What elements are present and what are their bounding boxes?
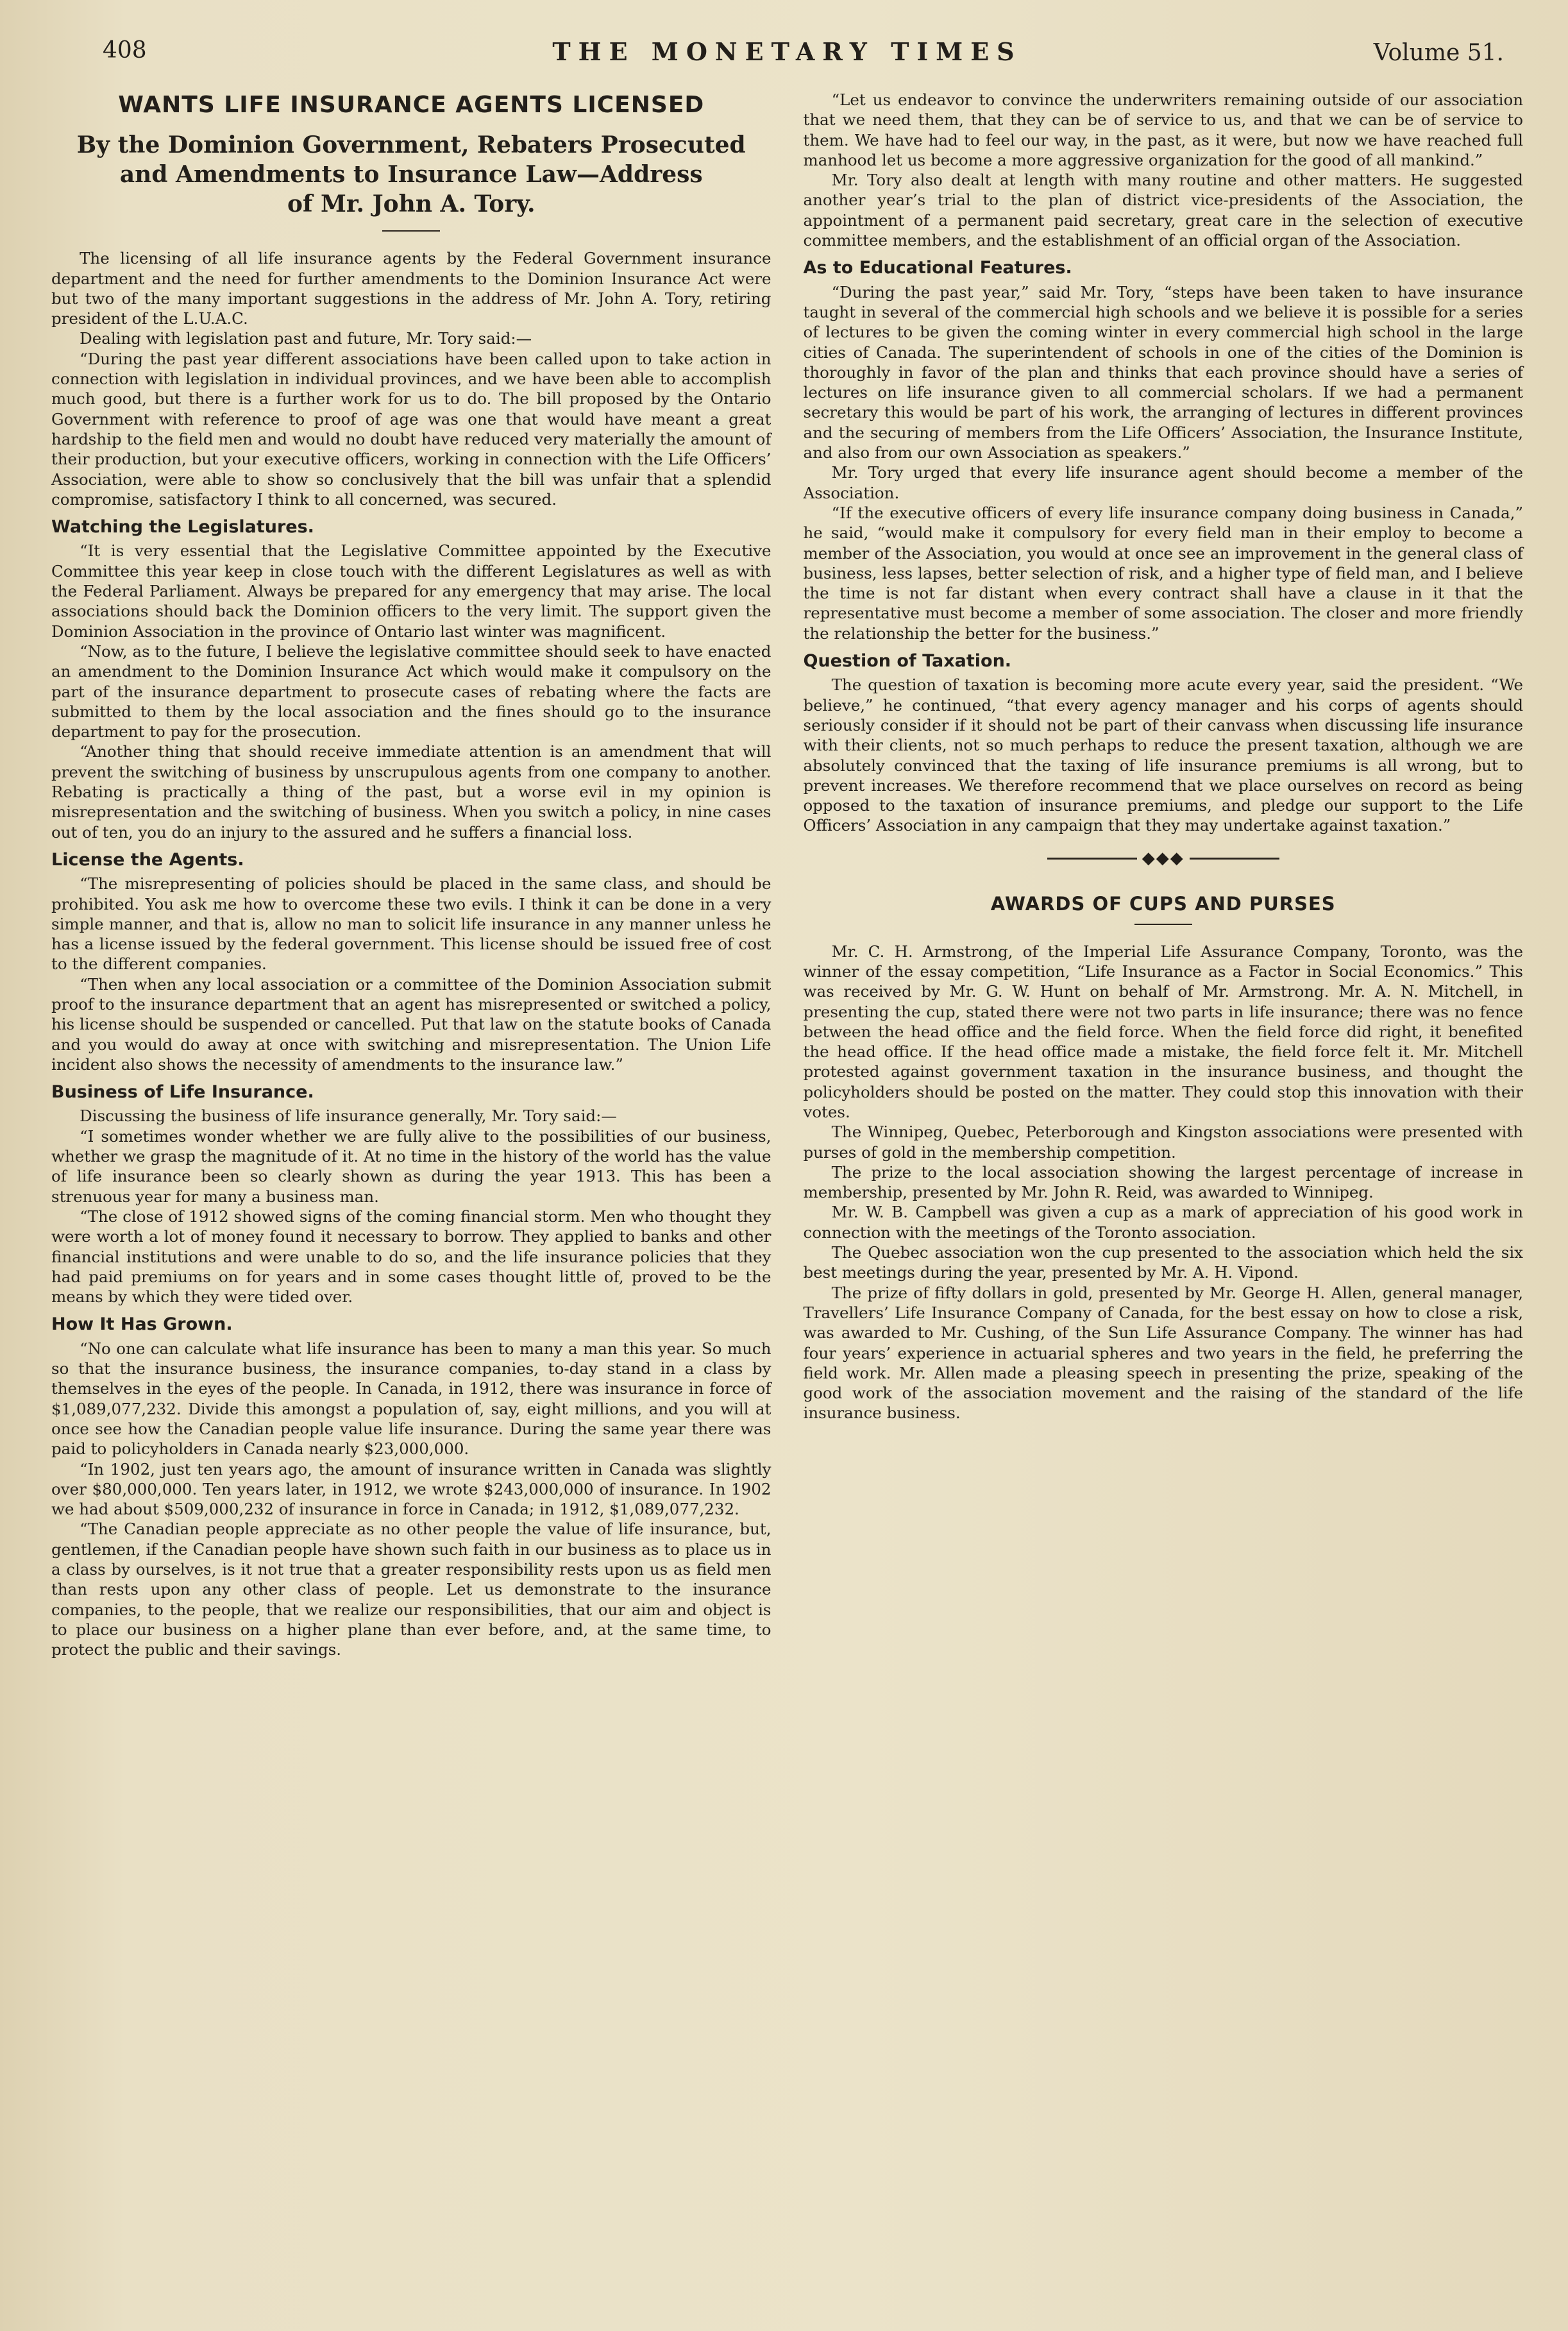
ornament-line (1047, 858, 1137, 860)
subtitle-line: By the Dominion Government, Rebaters Prosecuted (76, 131, 746, 159)
article-title: WANTS LIFE INSURANCE AGENTS LICENSED (118, 92, 705, 118)
paragraph: “Another thing that should receive immediate attention is an amendment that will prevent the switching of business by unscrupulous agents from one company to another. Rebating is practically a thing of the past, but a worse evil in my opinion is misrepresentation and the switching of business. When you switch a policy, in nine cases out of ten, you do an injury to the assured and he suffers a financial loss. (51, 742, 771, 842)
columns (51, 90, 1523, 2293)
divider (382, 230, 440, 232)
paragraph: “The close of 1912 showed signs of the coming financial storm. Men who thought they were worth a lot of money found it necessary to borrow. They applied to banks and other financial institutions and were unable to do so, and the life insurance policies that they had paid premiums on for years and in some cases thought little of, proved to be the means by which they were tided over. (51, 1207, 771, 1307)
paragraph: Mr. W. B. Campbell was given a cup as a mark of appreciation of his good work in connection with the meetings of the Toronto association. (803, 1203, 1523, 1242)
paragraph: “Let us endeavor to convince the underwriters remaining outside of our association that we need them, that they can be of service to us, and that we can be of service to them. We have had to feel our way, in the past, as it were, but now we have reached full manhood let us become a more aggressive organization for the good of all mankind.” (803, 90, 1523, 169)
ornament-line (1190, 858, 1279, 860)
section-heading: Question of Taxation. (803, 651, 1012, 672)
paragraph: “During the past year different associations have been called upon to take action in connection with legislation in individual provinces, and we have been able to accomplish much good, but there is a further work for us to do. The bill proposed by the Ontario Government with reference to proof of age was one that would have meant a great hardship to the field men and would no doubt have reduced very materially the amount of their production, but your executive officers, working in connection with the Life Officers’ Association, were able to show so conclusively that the bill was unfair that a splendid compromise, satisfactory I think to all concerned, was secured. (51, 349, 771, 509)
article-title: AWARDS OF CUPS AND PURSES (990, 893, 1336, 915)
paragraph: The question of taxation is becoming more acute every year, said the president. “We believe,” he continued, “that every agency manager and his corps of agents should seriously consider if it should not be part of their canvass when discussing life insurance with their clients, not so much perhaps to reduce the present taxation, although we are absolutely convinced that the taxing of life insurance premiums is all wrong, but to prevent increases. We therefore recommend that we place ourselves on record as being opposed to the taxation of insurance premiums, and pledge our support to the Life Officers’ Association in any campaign that they may undertake against taxation.” (803, 675, 1523, 835)
section-heading: Watching the Legislatures. (51, 517, 314, 538)
page-number: 408 (103, 37, 147, 64)
paragraph: Mr. C. H. Armstrong, of the Imperial Life Assurance Company, Toronto, was the winner of the essay competition, “Life Insurance as a Factor in Social Economics.” This was received by Mr. G. W. Hunt on behalf of Mr. Armstrong. Mr. A. N. Mitchell, in presenting the cup, stated there were not two parts in life insurance; there was no fence between the head office and the field force. When the field force did right, it benefited the head office. If the head office made a mistake, the field force felt it. Mr. Mitchell protested against government taxation in the insurance business, and thought the policyholders should be posted on the matter. They could stop this innovation with their votes. (803, 942, 1523, 1121)
subtitle-line: and Amendments to Insurance Law—Address (119, 161, 703, 189)
running-head (51, 26, 1523, 83)
paragraph: The Quebec association won the cup presented to the association which held the six best meetings during the year, presented by Mr. A. H. Vipond. (803, 1243, 1523, 1282)
paragraph: “No one can calculate what life insurance has been to many a man this year. So much so that the insurance business, the insurance companies, to-day stand in a class by themselves in the eyes of the people. In Canada, in 1912, there was insurance in force of $1,089,077,232. Divide this amongst a population of, say, eight millions, and you will at once see how the Canadian people value life insurance. During the same year there was paid to policyholders in Canada nearly $23,000,000. (51, 1339, 771, 1459)
section-heading: License the Agents. (51, 849, 244, 870)
paragraph: Mr. Tory urged that every life insurance agent should become a member of the Association. (803, 463, 1523, 502)
subtitle-line: of Mr. John A. Tory. (287, 191, 535, 218)
paragraph: “It is very essential that the Legislative Committee appointed by the Executive Committee this year keep in close touch with the different Legislatures as well as with the Federal Parliament. Always be prepared for any emergency that may arise. The local associations should back the Dominion officers to the very limit. The support given the Dominion Association in the province of Ontario last winter was magnificent. (51, 541, 771, 641)
right-column (804, 90, 1524, 2293)
left-column (51, 90, 771, 2293)
divider (1134, 924, 1192, 925)
paragraph: “During the past year,” said Mr. Tory, “steps have been taken to have insurance taught in several of the commercial high schools and we believe it is possible for a series of lectures to be given the coming winter in every commercial high school in the large cities of Canada. The superintendent of schools in one of the cities of the Dominion is thoroughly in favor of the plan and thinks that each province should have a series of lectures on life insurance given to all commercial scholars. If we had a permanent secretary this would be part of his work, the arranging of lectures in different provinces and the securing of members from the Life Officers’ Association, the Insurance Institute, and also from our own Association as speakers.” (803, 282, 1523, 462)
paragraph: “If the executive officers of every life insurance company doing business in Canada,” he said, “would make it compulsory for every field man in their employ to become a member of the Association, you would at once see an improvement in the general class of business, less lapses, better selection of risk, and a higher type of field man, and I believe the time is not far distant when every contract shall have a clause in it that the representative must become a member of some association. The closer and more friendly the relationship the better for the business.” (803, 503, 1523, 643)
paragraph: “I sometimes wonder whether we are fully alive to the possibilities of our business, whether we grasp the magnitude of it. At no time in the history of the world has the value of life insurance been so clearly shown as during the year 1913. This has been a strenuous year for many a business man. (51, 1126, 771, 1206)
paragraph: “In 1902, just ten years ago, the amount of insurance written in Canada was slightly over $80,000,000. Ten years later, in 1912, we wrote $243,000,000 of insurance. In 1902 we had about $509,000,232 of insurance in force in Canada; in 1912, $1,089,077,232. (51, 1459, 771, 1519)
paragraph: The prize to the local association showing the largest percentage of increase in membership, presented by Mr. John R. Reid, was awarded to Winnipeg. (803, 1162, 1523, 1202)
paragraph: The Winnipeg, Quebec, Peterborough and Kingston associations were presented with purses of gold in the membership competition. (803, 1123, 1523, 1162)
ornament-divider (804, 849, 1524, 869)
diamond-icon: ◆◆◆ (1142, 849, 1184, 869)
section-heading: How It Has Grown. (51, 1314, 233, 1335)
paragraph: Mr. Tory also dealt at length with many routine and other matters. He suggested another year’s trial to the plan of district vice-presidents of the Association, the appointment of a permanent paid secretary, great care in the selection of executive committee members, and the establishment of an official organ of the Association. (803, 171, 1523, 250)
paragraph: “Now, as to the future, I believe the legislative committee should seek to have enacted an amendment to the Dominion Insurance Act which would make it compulsory on the part of the insurance department to prosecute cases of rebating where the facts are submitted to them by the local association and the fines should go to the insurance department to pay for the prosecution. (51, 641, 771, 742)
article-subtitle (51, 130, 771, 219)
paragraph: Dealing with legislation past and future, Mr. Tory said:— (80, 329, 532, 348)
paragraph: “Then when any local association or a committee of the Dominion Association submit proof to the insurance department that an agent has misrepresented or switched a policy, his license should be suspended or cancelled. Put that law on the statute books of Canada and you would do away at once with switching and misrepresentation. The Union Life incident also shows the necessity of amendments to the insurance law.” (51, 974, 771, 1074)
section-heading: Business of Life Insurance. (51, 1082, 314, 1103)
journal-title: THE MONETARY TIMES (552, 37, 1022, 66)
volume-label: Volume 51. (1373, 40, 1504, 66)
paragraph: The prize of fifty dollars in gold, presented by Mr. George H. Allen, general manager, Travellers’ Life Insurance Company of Canada, for the best essay on how to close a risk, was awarded to Mr. Cushing, of the Sun Life Assurance Company. The winner has had four years’ experience in actuarial spheres and two years in the field, he preferring the field work. Mr. Allen made a pleasing speech in presenting the prize, speaking of the good work of the association movement and the raising of the standard of the life insurance business. (803, 1283, 1523, 1423)
section-heading: As to Educational Features. (803, 258, 1072, 278)
paragraph: “The Canadian people appreciate as no other people the value of life insurance, but, gentlemen, if the Canadian people have shown such faith in our business as to place us in a class by ourselves, is it not true that a greater responsibility rests upon us as field men than rests upon any other class of people. Let us demonstrate to the insurance companies, to the people, that we realize our responsibilities, that our aim and object is to place our business on a higher plane than ever before, and, at the same time, to protect the public and their savings. (51, 1520, 771, 1659)
paragraph: Discussing the business of life insurance generally, Mr. Tory said:— (80, 1106, 617, 1126)
article-intro: The licensing of all life insurance agents by the Federal Government insurance department and the need for further amendments to the Dominion Insurance Act were but two of the many important suggestions in the address of Mr. John A. Tory, retiring president of the L.U.A.C. (51, 249, 771, 328)
paragraph: “The misrepresenting of policies should be placed in the same class, and should be prohibited. You ask me how to overcome these two evils. I think it can be done in a very simple manner, and that is, allow no man to solicit life insurance in any manner unless he has a license issued by the federal government. This license should be issued free of cost to the different companies. (51, 874, 771, 974)
